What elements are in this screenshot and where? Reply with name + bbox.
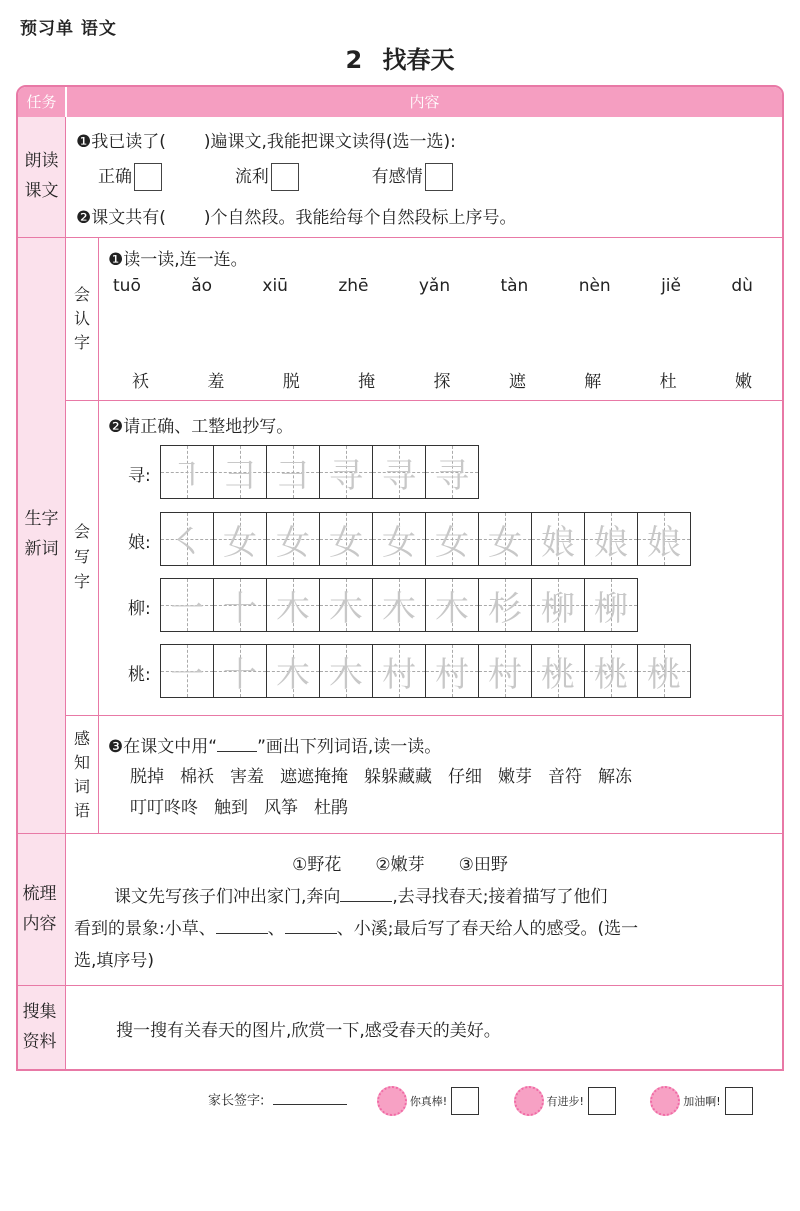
sort-label-1: 梳理 — [22, 884, 57, 904]
table-header — [18, 87, 782, 117]
trace-char: 柳 — [594, 588, 628, 629]
parent-sign-field[interactable] — [273, 1104, 347, 1105]
write-cell[interactable] — [584, 644, 638, 698]
trace-char: 村 — [488, 654, 522, 695]
badge-great-box[interactable] — [451, 1087, 479, 1115]
write-row-label: 柳: — [128, 599, 151, 619]
trace-char: 木 — [276, 588, 310, 629]
write-row-label: 寻: — [128, 466, 151, 486]
pinyin-item: ǎo — [191, 276, 213, 296]
checkbox-correct[interactable] — [134, 163, 162, 191]
word-item: 触到 — [214, 798, 248, 818]
word-list-1 — [130, 762, 648, 787]
perceive-label: 感 知 词 语 — [66, 716, 99, 833]
trace-char: 一 — [170, 588, 204, 629]
char-item[interactable]: 遮 — [508, 372, 526, 392]
perceive-instruction: ❸在课文中用“ ”画出下列词语,读一读。 — [108, 737, 442, 757]
reading-options — [98, 162, 453, 191]
trace-char: 娘 — [594, 522, 628, 563]
collect-label-1: 搜集 — [22, 1002, 57, 1022]
write-cell[interactable] — [584, 512, 638, 566]
divider — [18, 985, 782, 986]
trace-char: 寻 — [435, 455, 469, 496]
word-item: 害羞 — [230, 767, 264, 787]
sort-line-1: 课文先写孩子们冲出家门,奔向 ,去寻找春天;接着描写了他们 — [114, 887, 608, 907]
page-header: 预习单 语文 — [20, 19, 117, 39]
write-cell[interactable] — [372, 445, 426, 499]
blank-field[interactable] — [216, 933, 268, 934]
badge-great: 你真棒! — [409, 1095, 448, 1108]
word-item: 仔细 — [448, 767, 482, 787]
trace-char: 女 — [382, 522, 416, 563]
trace-char: 女 — [329, 522, 363, 563]
word-item: 嫩芽 — [498, 767, 532, 787]
divider — [18, 833, 782, 834]
sort-line-3: 选,填序号) — [74, 951, 155, 971]
badge-keep-going: 加油啊! — [683, 1095, 721, 1108]
write-cell[interactable] — [319, 512, 373, 566]
write-cell[interactable] — [319, 578, 373, 632]
word-item: 叮叮咚咚 — [130, 798, 198, 818]
trace-char: 桃 — [541, 654, 575, 695]
pinyin-item: tàn — [500, 276, 529, 296]
badge-progress-box[interactable] — [588, 1087, 616, 1115]
lesson-number: 2 — [345, 46, 363, 74]
write-grid-row — [160, 644, 691, 698]
trace-char: 木 — [382, 588, 416, 629]
write-cell[interactable] — [266, 512, 320, 566]
write-grid-row — [160, 578, 638, 632]
trace-char: 桃 — [647, 654, 681, 695]
write-cell[interactable] — [160, 644, 214, 698]
checkbox-emotion[interactable] — [425, 163, 453, 191]
sun-face-icon — [650, 1086, 680, 1116]
pinyin-item: tuō — [113, 276, 141, 296]
collect-text: 搜一搜有关春天的图片,欣赏一下,感受春天的美好。 — [116, 1021, 501, 1041]
write-instruction: ❷请正确、工整地抄写。 — [108, 417, 294, 437]
trace-char: 女 — [276, 522, 310, 563]
write-cell[interactable] — [531, 644, 585, 698]
write-grid-row — [160, 512, 691, 566]
write-cell[interactable] — [372, 644, 426, 698]
reading-label-2: 课文 — [24, 181, 59, 201]
reading-label-1: 朗读 — [24, 151, 59, 171]
lesson-name: 找春天 — [382, 46, 455, 74]
word-item: 解冻 — [598, 767, 632, 787]
char-item[interactable]: 嫩 — [735, 372, 752, 392]
word-item: 棉袄 — [180, 767, 214, 787]
write-cell[interactable] — [531, 512, 585, 566]
write-row-label: 桃: — [128, 665, 151, 685]
trace-char: 娘 — [541, 522, 575, 563]
sun-face-icon — [377, 1086, 407, 1116]
pinyin-item: yǎn — [418, 276, 451, 296]
sort-line-2: 看到的景象:小草、 、 、小溪;最后写了春天给人的感受。(选一 — [74, 919, 639, 939]
divider — [66, 715, 782, 716]
pinyin-item: jiě — [661, 276, 681, 296]
option-correct: 正确 — [98, 167, 132, 187]
trace-char: 娘 — [647, 522, 681, 563]
char-item[interactable]: 袄 — [132, 372, 149, 392]
header-content: 内容 — [409, 93, 440, 111]
write-cell[interactable] — [213, 578, 267, 632]
sun-face-icon — [514, 1086, 544, 1116]
footer — [208, 1086, 753, 1116]
trace-char: 女 — [223, 522, 257, 563]
pinyin-item: dù — [731, 276, 753, 296]
write-cell[interactable] — [213, 644, 267, 698]
write-cell[interactable] — [319, 644, 373, 698]
write-cell[interactable] — [372, 578, 426, 632]
words-label-1: 生字 — [24, 509, 59, 529]
trace-char: 十 — [223, 588, 257, 629]
write-cell[interactable] — [478, 578, 532, 632]
write-cell[interactable] — [266, 578, 320, 632]
write-cell[interactable] — [266, 445, 320, 499]
char-item[interactable]: 羞 — [207, 372, 225, 392]
char-item[interactable]: 杜 — [659, 372, 677, 392]
option-fluent: 流利 — [234, 167, 269, 187]
lesson-title — [0, 40, 800, 75]
trace-char: 十 — [223, 654, 257, 695]
write-label: 会 写 字 — [66, 401, 99, 715]
trace-char: ⺕ — [223, 455, 257, 496]
write-cell[interactable] — [372, 512, 426, 566]
checkbox-fluent[interactable] — [271, 163, 299, 191]
word-list-2 — [130, 793, 364, 818]
pinyin-item: xiū — [262, 276, 288, 296]
char-item[interactable]: 探 — [433, 372, 451, 392]
write-cell[interactable] — [637, 512, 691, 566]
trace-char: 村 — [435, 654, 469, 695]
trace-char: 村 — [382, 654, 416, 695]
trace-char: 女 — [435, 522, 469, 563]
word-item: 音符 — [548, 767, 582, 787]
reading-q2: ❷课文共有( )个自然段。我能给每个自然段标上序号。 — [76, 208, 517, 228]
trace-char: ⺕ — [276, 455, 310, 496]
write-cell[interactable] — [584, 578, 638, 632]
write-cell[interactable] — [213, 512, 267, 566]
trace-char: 木 — [329, 654, 363, 695]
trace-char: ㇛ — [170, 522, 204, 563]
char-row — [132, 367, 752, 392]
char-item[interactable]: 解 — [584, 372, 602, 392]
trace-char: 一 — [170, 654, 204, 695]
word-item: 风筝 — [264, 798, 298, 818]
write-cell[interactable] — [478, 644, 532, 698]
collect-label-2: 资料 — [22, 1032, 57, 1052]
badge-keep-going-box[interactable] — [725, 1087, 753, 1115]
write-cell[interactable] — [319, 445, 373, 499]
write-grid-row — [160, 445, 479, 499]
trace-char: 女 — [488, 522, 522, 563]
write-row-label: 娘: — [128, 533, 151, 553]
trace-char: 桃 — [594, 654, 628, 695]
char-item[interactable]: 脱 — [282, 372, 300, 392]
trace-char: 寻 — [382, 455, 416, 496]
write-cell[interactable] — [160, 512, 214, 566]
sort-options: ①野花 ②嫩芽 ③田野 — [292, 855, 508, 875]
trace-char: 寻 — [329, 455, 363, 496]
header-task: 任务 — [18, 87, 67, 117]
pinyin-row — [113, 276, 753, 296]
write-cell[interactable] — [478, 512, 532, 566]
write-cell[interactable] — [637, 644, 691, 698]
sort-label-2: 内容 — [22, 914, 57, 934]
pinyin-item: zhē — [338, 276, 369, 296]
recognize-instruction: ❶读一读,连一连。 — [108, 250, 248, 270]
trace-char: 木 — [276, 654, 310, 695]
word-item: 脱掉 — [130, 767, 164, 787]
divider — [18, 237, 782, 238]
write-cell[interactable] — [425, 578, 479, 632]
write-cell[interactable] — [425, 445, 479, 499]
pinyin-item: nèn — [578, 276, 611, 296]
trace-char: ㇕ — [170, 455, 204, 496]
badge-progress: 有进步! — [546, 1095, 584, 1108]
write-cell[interactable] — [266, 644, 320, 698]
write-cell[interactable] — [160, 578, 214, 632]
parent-sign-label: 家长签字: — [208, 1093, 265, 1109]
write-cell[interactable] — [160, 445, 214, 499]
blank-field[interactable] — [340, 901, 392, 902]
option-emotion: 有感情 — [371, 167, 423, 187]
write-cell[interactable] — [213, 445, 267, 499]
reading-q1: ❶我已读了( )遍课文,我能把课文读得(选一选): — [76, 132, 456, 152]
trace-char: 木 — [329, 588, 363, 629]
word-item: 躲躲藏藏 — [364, 767, 432, 787]
recognize-label: 会 认 字 — [66, 238, 99, 401]
word-item: 遮遮掩掩 — [280, 767, 348, 787]
trace-char: 木 — [435, 588, 469, 629]
word-item: 杜鹃 — [314, 798, 348, 818]
write-cell[interactable] — [425, 512, 479, 566]
words-label-2: 新词 — [24, 539, 59, 559]
trace-char: 杉 — [488, 588, 522, 629]
blank-field[interactable] — [285, 933, 337, 934]
char-item[interactable]: 掩 — [358, 372, 376, 392]
divider — [66, 400, 782, 401]
write-cell[interactable] — [531, 578, 585, 632]
trace-char: 柳 — [541, 588, 575, 629]
write-cell[interactable] — [425, 644, 479, 698]
